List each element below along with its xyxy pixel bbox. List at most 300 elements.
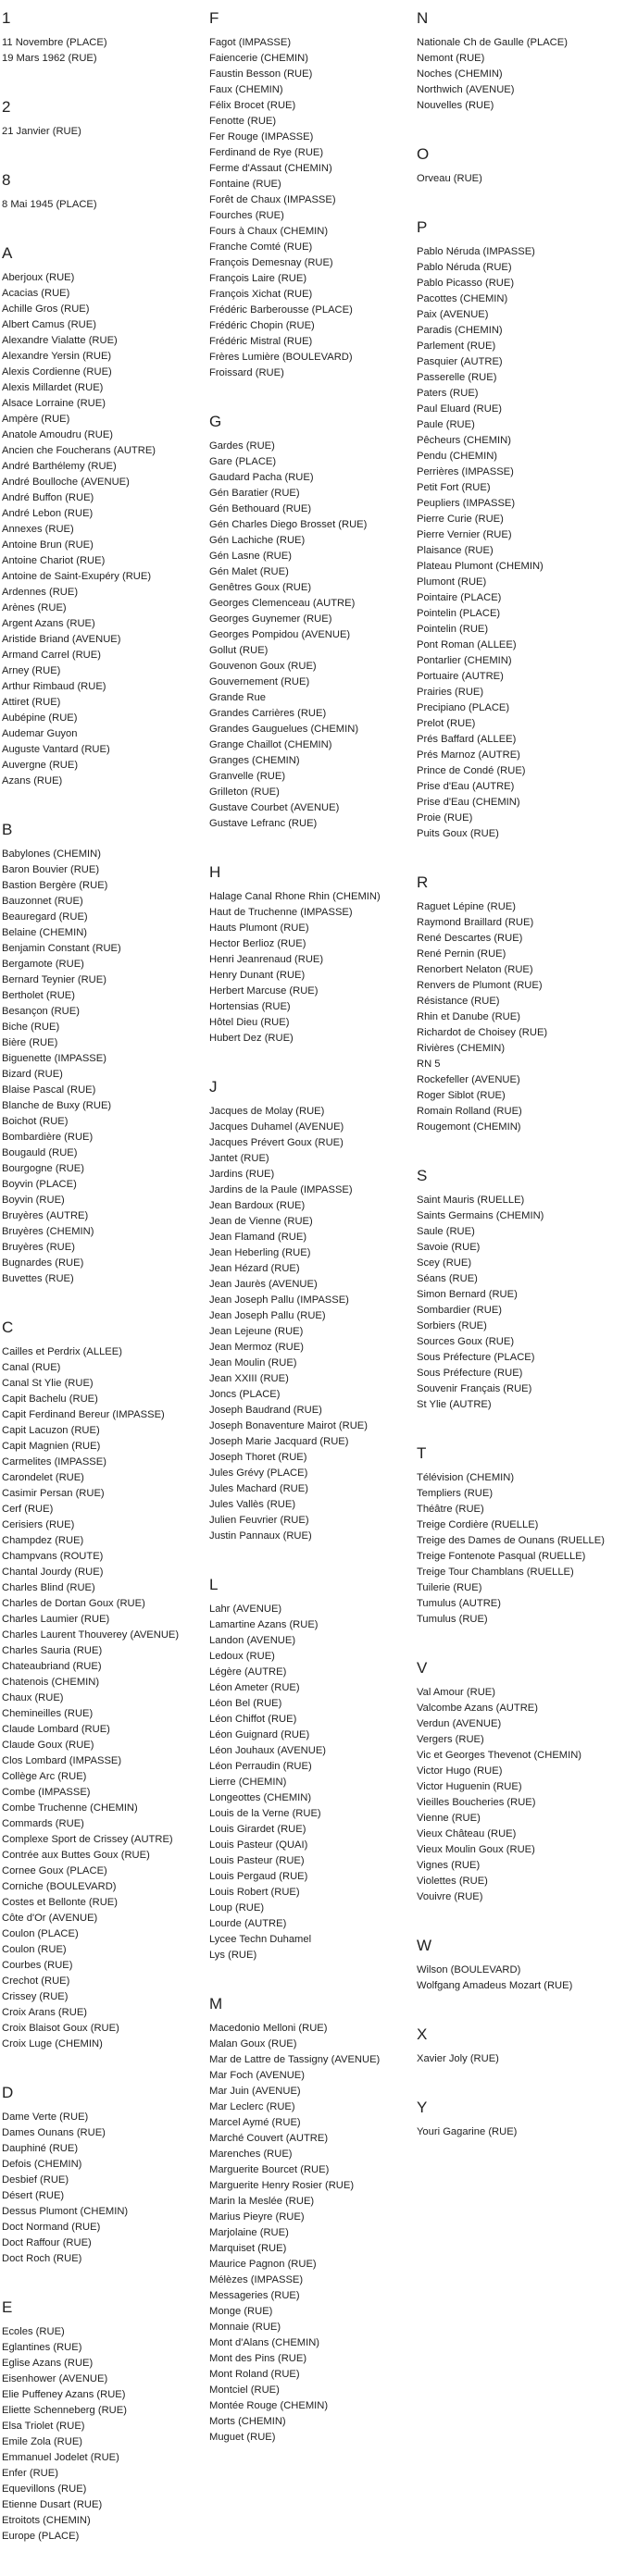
street-entry: Champvans (ROUTE) <box>2 1551 104 1562</box>
section-letter-heading: C <box>2 1319 14 1336</box>
street-entry: Plaisance (RUE) <box>417 545 494 556</box>
street-entry: Bergamote (RUE) <box>2 959 84 970</box>
street-entry: Pierre Vernier (RUE) <box>417 529 512 540</box>
letter-section <box>2 821 207 1287</box>
street-entry: Achille Gros (RUE) <box>2 303 90 315</box>
street-entry: Cornee Goux (PLACE) <box>2 1865 107 1876</box>
street-entry: Scey (RUE) <box>417 1257 472 1269</box>
street-entry: Jantet (RUE) <box>209 1153 269 1164</box>
street-entry: Romain Rolland (RUE) <box>417 1106 522 1117</box>
street-entry: Complexe Sport de Crissey (AUTRE) <box>2 1834 173 1845</box>
street-entry: Marcel Aymé (RUE) <box>209 2117 301 2128</box>
street-list <box>2 1344 207 2052</box>
street-entry: Louis Pasteur (RUE) <box>209 1855 305 1866</box>
street-entry: Orveau (RUE) <box>417 173 482 184</box>
section-letter-heading: P <box>417 218 428 236</box>
street-entry: Hôtel Dieu (RUE) <box>209 1017 290 1028</box>
street-entry: Jean Flamand (RUE) <box>209 1232 307 1243</box>
street-entry: Jean Mermoz (RUE) <box>209 1342 304 1353</box>
street-entry: Chantal Jourdy (RUE) <box>2 1567 104 1578</box>
street-entry: Bombardière (RUE) <box>2 1132 94 1143</box>
street-entry: Morts (CHEMIN) <box>209 2416 286 2427</box>
directory-column-2 <box>207 9 415 2576</box>
street-entry: Combe (IMPASSE) <box>2 1787 91 1798</box>
street-entry: Val Amour (RUE) <box>417 1687 495 1698</box>
section-letter-heading: X <box>417 2025 428 2043</box>
street-entry: Treige Tour Chamblans (RUELLE) <box>417 1567 574 1578</box>
street-entry: Capit Lacuzon (RUE) <box>2 1425 100 1436</box>
street-entry: Faux (CHEMIN) <box>209 84 283 95</box>
street-entry: Nationale Ch de Gaulle (PLACE) <box>417 37 568 48</box>
street-entry: Claude Lombard (RUE) <box>2 1724 110 1735</box>
section-letter-heading: A <box>2 244 13 262</box>
street-entry: Fourches (RUE) <box>209 210 284 221</box>
street-entry: Ferme d'Assaut (CHEMIN) <box>209 163 332 174</box>
street-entry: 19 Mars 1962 (RUE) <box>2 53 97 64</box>
street-entry: Bastion Bergère (RUE) <box>2 880 108 891</box>
street-entry: Herbert Marcuse (RUE) <box>209 985 319 997</box>
street-entry: Monge (RUE) <box>209 2306 273 2317</box>
street-entry: Ledoux (RUE) <box>209 1651 275 1662</box>
street-entry: Halage Canal Rhone Rhin (CHEMIN) <box>209 891 381 902</box>
street-entry: Capit Bachelu (RUE) <box>2 1393 98 1405</box>
letter-section <box>417 145 623 187</box>
street-entry: Croix Luge (CHEMIN) <box>2 2038 103 2050</box>
street-entry: Arney (RUE) <box>2 665 61 676</box>
street-entry: Charles de Dortan Goux (RUE) <box>2 1598 145 1609</box>
street-list <box>209 1104 415 1544</box>
street-entry: Sous Préfecture (RUE) <box>417 1368 523 1379</box>
street-entry: Bernard Teynier (RUE) <box>2 974 106 985</box>
street-entry: Wolfgang Amadeus Mozart (RUE) <box>417 1980 573 1991</box>
street-entry: Gén Charles Diego Brosset (RUE) <box>209 519 368 530</box>
street-entry: Biche (RUE) <box>2 1022 60 1033</box>
street-entry: Georges Pompidou (AVENUE) <box>209 629 351 640</box>
letter-section <box>209 863 415 1046</box>
street-entry: Froissard (RUE) <box>209 367 284 378</box>
street-entry: Vergers (RUE) <box>417 1734 484 1745</box>
street-entry: Gardes (RUE) <box>209 440 275 452</box>
street-entry: Monnaie (RUE) <box>209 2322 281 2333</box>
section-letter-heading: G <box>209 413 222 430</box>
street-entry: Gouvernement (RUE) <box>209 676 310 687</box>
letter-section <box>2 2084 207 2267</box>
street-entry: Alsace Lorraine (RUE) <box>2 398 106 409</box>
street-entry: André Boulloche (AVENUE) <box>2 477 130 488</box>
street-entry: Blanche de Buxy (RUE) <box>2 1100 112 1111</box>
street-entry: Côte d'Or (AVENUE) <box>2 1913 98 1924</box>
street-entry: Casimir Persan (RUE) <box>2 1488 105 1499</box>
street-entry: Vignes (RUE) <box>417 1860 481 1871</box>
street-entry: Gaudard Pacha (RUE) <box>209 472 314 483</box>
street-entry: Landon (AVENUE) <box>209 1635 296 1646</box>
street-entry: Antoine Chariot (RUE) <box>2 555 106 566</box>
street-entry: Jean Joseph Pallu (RUE) <box>209 1310 326 1321</box>
street-entry: Precipiano (PLACE) <box>417 702 510 713</box>
street-entry: Rougemont (CHEMIN) <box>417 1121 521 1133</box>
street-entry: Anatole Amoudru (RUE) <box>2 429 114 440</box>
street-entry: Aberjoux (RUE) <box>2 272 75 283</box>
section-letter-heading: O <box>417 145 430 163</box>
section-letter-heading: L <box>209 1576 219 1593</box>
street-entry: Chatenois (CHEMIN) <box>2 1677 100 1688</box>
street-entry: Mont Roland (RUE) <box>209 2369 300 2380</box>
street-entry: Marguerite Bourcet (RUE) <box>209 2164 330 2175</box>
section-letter-heading: W <box>417 1937 432 1954</box>
letter-section <box>417 1659 623 1905</box>
street-entry: Léon Jouhaux (AVENUE) <box>209 1745 327 1756</box>
street-entry: Wilson (BOULEVARD) <box>417 1964 521 1975</box>
street-entry: Passerelle (RUE) <box>417 372 497 383</box>
street-entry: Carmelites (IMPASSE) <box>2 1456 106 1468</box>
street-entry: François Demesnay (RUE) <box>209 257 333 268</box>
street-entry: André Buffon (RUE) <box>2 492 94 503</box>
street-entry: Marguerite Henry Rosier (RUE) <box>209 2180 355 2191</box>
street-entry: Rivières (CHEMIN) <box>417 1043 506 1054</box>
street-entry: Bauzonnet (RUE) <box>2 896 83 907</box>
street-entry: André Lebon (RUE) <box>2 508 94 519</box>
street-entry: Etienne Dusart (RUE) <box>2 2499 103 2510</box>
street-entry: Gén Lasne (RUE) <box>209 551 292 562</box>
street-entry: Northwich (AVENUE) <box>417 84 515 95</box>
street-entry: Plateau Plumont (CHEMIN) <box>417 561 544 572</box>
street-entry: Muguet (RUE) <box>209 2432 276 2443</box>
street-entry: Mélèzes (IMPASSE) <box>209 2274 304 2285</box>
street-entry: Blaise Pascal (RUE) <box>2 1084 96 1096</box>
section-letter-heading: B <box>2 821 13 838</box>
street-entry: Vic et Georges Thevenot (CHEMIN) <box>417 1750 582 1761</box>
street-entry: Gouvenon Goux (RUE) <box>209 661 317 672</box>
street-entry: Grande Rue <box>209 692 266 703</box>
street-entry: Portuaire (AUTRE) <box>417 671 504 682</box>
street-entry: Hubert Dez (RUE) <box>209 1033 294 1044</box>
street-entry: Henri Jeanrenaud (RUE) <box>209 954 324 965</box>
street-entry: Léon Ameter (RUE) <box>209 1682 300 1693</box>
street-entry: Beauregard (RUE) <box>2 911 88 923</box>
street-list <box>417 35 623 114</box>
street-list <box>417 2051 623 2067</box>
street-entry: Vouivre (RUE) <box>417 1891 483 1902</box>
street-entry: Marenches (RUE) <box>209 2149 293 2160</box>
street-entry: Corniche (BOULEVARD) <box>2 1881 117 1892</box>
street-list <box>209 2021 415 2446</box>
street-entry: Lycee Techn Duhamel <box>209 1934 312 1945</box>
street-entry: Dauphiné (RUE) <box>2 2143 79 2154</box>
street-entry: Jardins (RUE) <box>209 1169 275 1180</box>
street-entry: Pendu (CHEMIN) <box>417 451 498 462</box>
street-entry: Haut de Truchenne (IMPASSE) <box>209 907 353 918</box>
street-entry: Proie (RUE) <box>417 812 473 824</box>
street-entry: Templiers (RUE) <box>417 1488 494 1499</box>
street-entry: Crissey (RUE) <box>2 1991 69 2002</box>
street-entry: Georges Clemenceau (AUTRE) <box>209 598 356 609</box>
directory-column-1 <box>0 9 207 2576</box>
street-entry: Louis Pasteur (QUAI) <box>209 1839 308 1851</box>
street-entry: Doct Roch (RUE) <box>2 2253 82 2264</box>
street-entry: Commards (RUE) <box>2 1818 84 1829</box>
street-entry: Albert Camus (RUE) <box>2 319 96 330</box>
street-entry: Attiret (RUE) <box>2 697 61 708</box>
street-entry: Claude Goux (RUE) <box>2 1740 94 1751</box>
street-entry: Pointelin (RUE) <box>417 624 489 635</box>
street-entry: Xavier Joly (RUE) <box>417 2053 499 2064</box>
street-entry: Joseph Bonaventure Mairot (RUE) <box>209 1420 368 1431</box>
street-entry: Treige des Dames de Ounans (RUELLE) <box>417 1535 605 1546</box>
street-list <box>417 171 623 187</box>
street-entry: Tumulus (RUE) <box>417 1614 488 1625</box>
street-entry: Nouvelles (RUE) <box>417 100 494 111</box>
letter-section <box>2 244 207 789</box>
street-entry: Pêcheurs (CHEMIN) <box>417 435 511 446</box>
street-entry: Léon Perraudin (RUE) <box>209 1761 312 1772</box>
street-entry: Boyvin (PLACE) <box>2 1179 77 1190</box>
street-entry: Renvers de Plumont (RUE) <box>417 980 543 991</box>
street-entry: Combe Truchenne (CHEMIN) <box>2 1802 138 1814</box>
street-list <box>2 270 207 789</box>
street-entry: Lahr (AVENUE) <box>209 1604 282 1615</box>
street-entry: Coulon (PLACE) <box>2 1928 79 1939</box>
street-entry: Dames Ounans (RUE) <box>2 2127 106 2138</box>
street-entry: Hector Berlioz (RUE) <box>209 938 306 949</box>
street-list <box>2 2324 207 2545</box>
street-entry: Boyvin (RUE) <box>2 1195 65 1206</box>
street-entry: Perrières (IMPASSE) <box>417 466 514 477</box>
street-entry: Mar de Lattre de Tassigny (AVENUE) <box>209 2054 381 2065</box>
street-entry: Jean Bardoux (RUE) <box>209 1200 306 1211</box>
street-entry: Emmanuel Jodelet (RUE) <box>2 2452 119 2463</box>
street-entry: André Barthélemy (RUE) <box>2 461 117 472</box>
section-letter-heading: V <box>417 1659 428 1677</box>
street-entry: Vienne (RUE) <box>417 1813 481 1824</box>
street-entry: Besançon (RUE) <box>2 1006 80 1017</box>
street-entry: Pablo Néruda (RUE) <box>417 262 512 273</box>
street-entry: Capit Magnien (RUE) <box>2 1441 101 1452</box>
street-entry: Sorbiers (RUE) <box>417 1320 487 1331</box>
street-entry: Saints Germains (CHEMIN) <box>417 1210 544 1221</box>
street-entry: Pointelin (PLACE) <box>417 608 501 619</box>
street-entry: Savoie (RUE) <box>417 1242 481 1253</box>
street-entry: Dame Verte (RUE) <box>2 2112 89 2123</box>
letter-section <box>209 413 415 832</box>
street-entry: Aubépine (RUE) <box>2 712 78 724</box>
street-entry: Chateaubriand (RUE) <box>2 1661 102 1672</box>
section-letter-heading: D <box>2 2084 14 2101</box>
street-entry: François Xichat (RUE) <box>209 289 313 300</box>
street-entry: Ancien che Foucherans (AUTRE) <box>2 445 156 456</box>
street-entry: Granges (CHEMIN) <box>209 755 300 766</box>
street-entry: 8 Mai 1945 (PLACE) <box>2 199 97 210</box>
street-entry: Contrée aux Buttes Goux (RUE) <box>2 1850 150 1861</box>
street-entry: Chemineilles (RUE) <box>2 1708 94 1719</box>
street-entry: Tuilerie (RUE) <box>417 1582 482 1593</box>
street-entry: Grilleton (RUE) <box>209 786 280 798</box>
street-entry: Hortensias (RUE) <box>209 1001 291 1012</box>
street-entry: Franche Comté (RUE) <box>209 242 313 253</box>
street-entry: Aristide Briand (AVENUE) <box>2 634 121 645</box>
street-entry: Azans (RUE) <box>2 775 63 786</box>
street-entry: Bruyères (CHEMIN) <box>2 1226 94 1237</box>
section-letter-heading: N <box>417 9 429 27</box>
street-entry: Vieilles Boucheries (RUE) <box>417 1797 536 1808</box>
street-entry: Mar Juin (AVENUE) <box>209 2086 301 2097</box>
street-entry: Prise d'Eau (CHEMIN) <box>417 797 520 808</box>
street-entry: Parlement (RUE) <box>417 341 496 352</box>
street-entry: Arènes (RUE) <box>2 602 67 613</box>
street-entry: Jean Hézard (RUE) <box>209 1263 300 1274</box>
street-entry: Etroitots (CHEMIN) <box>2 2515 91 2526</box>
street-entry: Louis Robert (RUE) <box>209 1887 300 1898</box>
street-entry: Lourde (AUTRE) <box>209 1918 287 1929</box>
street-entry: Paradis (CHEMIN) <box>417 325 503 336</box>
street-entry: Saule (RUE) <box>417 1226 475 1237</box>
street-entry: Antoine de Saint-Exupéry (RUE) <box>2 571 152 582</box>
street-list <box>2 847 207 1287</box>
street-entry: Malan Goux (RUE) <box>209 2038 297 2050</box>
street-list <box>417 1470 623 1628</box>
street-entry: Raguet Lépine (RUE) <box>417 901 516 912</box>
street-entry: Gén Baratier (RUE) <box>209 488 300 499</box>
street-entry: Eglantines (RUE) <box>2 2342 82 2353</box>
street-entry: Jean Joseph Pallu (IMPASSE) <box>209 1294 349 1306</box>
street-entry: Annexes (RUE) <box>2 524 74 535</box>
street-entry: Treige Fontenote Pasqual (RUELLE) <box>417 1551 586 1562</box>
street-entry: Lierre (CHEMIN) <box>209 1777 287 1788</box>
letter-section <box>2 171 207 213</box>
street-entry: Saint Mauris (RUELLE) <box>417 1195 525 1206</box>
street-entry: Joncs (PLACE) <box>209 1389 281 1400</box>
street-entry: Justin Pannaux (RUE) <box>209 1530 312 1542</box>
street-entry: Argent Azans (RUE) <box>2 618 95 629</box>
street-entry: Jean Heberling (RUE) <box>209 1247 311 1258</box>
street-entry: Frères Lumière (BOULEVARD) <box>209 352 353 363</box>
street-entry: Boichot (RUE) <box>2 1116 69 1127</box>
section-letter-heading: 8 <box>2 171 11 189</box>
section-letter-heading: T <box>417 1444 427 1462</box>
street-entry: Joseph Baudrand (RUE) <box>209 1405 322 1416</box>
street-entry: Henry Dunant (RUE) <box>209 970 306 981</box>
street-entry: Defois (CHEMIN) <box>2 2159 82 2170</box>
street-list <box>417 2124 623 2140</box>
section-letter-heading: M <box>209 1995 223 2012</box>
street-entry: Croix Blaisot Goux (RUE) <box>2 2023 119 2034</box>
street-entry: Roger Siblot (RUE) <box>417 1090 506 1101</box>
street-entry: Sources Goux (RUE) <box>417 1336 515 1347</box>
letter-section <box>2 2298 207 2545</box>
street-entry: Frédéric Mistral (RUE) <box>209 336 313 347</box>
street-entry: Alexandre Yersin (RUE) <box>2 351 112 362</box>
street-entry: Légère (AUTRE) <box>209 1666 287 1678</box>
street-entry: Frédéric Chopin (RUE) <box>209 320 315 331</box>
street-entry: Mar Leclerc (RUE) <box>209 2101 295 2112</box>
street-entry: Benjamin Constant (RUE) <box>2 943 121 954</box>
street-entry: Désert (RUE) <box>2 2190 65 2201</box>
street-entry: Bizard (RUE) <box>2 1069 63 1080</box>
street-entry: Fenotte (RUE) <box>209 116 277 127</box>
street-entry: Prairies (RUE) <box>417 687 484 698</box>
letter-section <box>417 2025 623 2067</box>
street-entry: Audemar Guyon <box>2 728 78 739</box>
street-entry: Jean de Vienne (RUE) <box>209 1216 313 1227</box>
street-entry: Eliette Schenneberg (RUE) <box>2 2405 127 2416</box>
letter-section <box>417 2099 623 2140</box>
street-entry: Loup (RUE) <box>209 1902 265 1913</box>
street-entry: 21 Janvier (RUE) <box>2 126 81 137</box>
street-entry: Jardins de la Paule (IMPASSE) <box>209 1184 353 1195</box>
street-entry: Pablo Néruda (IMPASSE) <box>417 246 535 257</box>
street-list <box>209 1602 415 1963</box>
street-entry: Marjolaine (RUE) <box>209 2227 289 2238</box>
street-entry: Puits Goux (RUE) <box>417 828 499 839</box>
street-entry: Alexis Millardet (RUE) <box>2 382 104 393</box>
street-entry: Julien Feuvrier (RUE) <box>209 1515 309 1526</box>
street-entry: Jean Lejeune (RUE) <box>209 1326 304 1337</box>
street-entry: Youri Gagarine (RUE) <box>417 2126 518 2137</box>
street-entry: Léon Chiffot (RUE) <box>209 1714 297 1725</box>
street-entry: Antoine Brun (RUE) <box>2 539 94 551</box>
street-entry: Genêtres Goux (RUE) <box>209 582 312 593</box>
street-entry: Charles Laumier (RUE) <box>2 1614 110 1625</box>
street-entry: Simon Bernard (RUE) <box>417 1289 518 1300</box>
street-entry: Rhin et Danube (RUE) <box>417 1011 520 1022</box>
street-entry: Télévision (CHEMIN) <box>417 1472 515 1483</box>
street-list <box>2 35 207 67</box>
street-entry: Peupliers (IMPASSE) <box>417 498 516 509</box>
street-entry: Messageries (RUE) <box>209 2290 300 2301</box>
street-entry: Prise d'Eau (AUTRE) <box>417 781 515 792</box>
letter-section <box>417 218 623 842</box>
street-entry: Louis Pergaud (RUE) <box>209 1871 308 1882</box>
street-entry: Montciel (RUE) <box>209 2384 280 2396</box>
street-entry: Arthur Rimbaud (RUE) <box>2 681 106 692</box>
street-list <box>209 35 415 381</box>
street-entry: Verdun (AVENUE) <box>417 1718 502 1729</box>
street-entry: Souvenir Français (RUE) <box>417 1383 532 1394</box>
street-entry: Ardennes (RUE) <box>2 587 79 598</box>
street-entry: Marquiset (RUE) <box>209 2243 287 2254</box>
street-entry: Paule (RUE) <box>417 419 475 430</box>
street-entry: Paul Eluard (RUE) <box>417 403 503 415</box>
street-entry: Fours à Chaux (CHEMIN) <box>209 226 329 237</box>
street-entry: Hauts Plumont (RUE) <box>209 923 309 934</box>
street-entry: St Ylie (AUTRE) <box>417 1399 492 1410</box>
street-entry: Jacques Duhamel (AVENUE) <box>209 1121 344 1133</box>
street-entry: Bourgogne (RUE) <box>2 1163 84 1174</box>
street-list <box>417 1963 623 1994</box>
street-entry: Doct Raffour (RUE) <box>2 2237 92 2248</box>
street-entry: Gustave Lefranc (RUE) <box>209 818 318 829</box>
street-entry: Paters (RUE) <box>417 388 479 399</box>
street-entry: Maurice Pagnon (RUE) <box>209 2259 317 2270</box>
street-entry: Equevillons (RUE) <box>2 2483 87 2495</box>
street-entry: Prince de Condé (RUE) <box>417 765 526 776</box>
street-entry: Georges Guynemer (RUE) <box>209 613 332 625</box>
street-entry: Grange Chaillot (CHEMIN) <box>209 739 332 750</box>
street-entry: Costes et Bellonte (RUE) <box>2 1897 118 1908</box>
street-entry: Prés Baffard (ALLEE) <box>417 734 517 745</box>
street-entry: Tumulus (AUTRE) <box>417 1598 501 1609</box>
street-entry: Charles Laurent Thouverey (AVENUE) <box>2 1629 180 1641</box>
street-entry: Jacques Prévert Goux (RUE) <box>209 1137 344 1148</box>
street-entry: Faiencerie (CHEMIN) <box>209 53 308 64</box>
street-entry: René Descartes (RUE) <box>417 933 523 944</box>
street-entry: Alexis Cordienne (RUE) <box>2 366 112 378</box>
street-entry: Jules Machard (RUE) <box>209 1483 308 1494</box>
street-entry: Nemont (RUE) <box>417 53 485 64</box>
section-letter-heading: S <box>417 1167 428 1184</box>
street-entry: François Laire (RUE) <box>209 273 307 284</box>
street-entry: Plumont (RUE) <box>417 576 487 588</box>
street-entry: Champdez (RUE) <box>2 1535 84 1546</box>
